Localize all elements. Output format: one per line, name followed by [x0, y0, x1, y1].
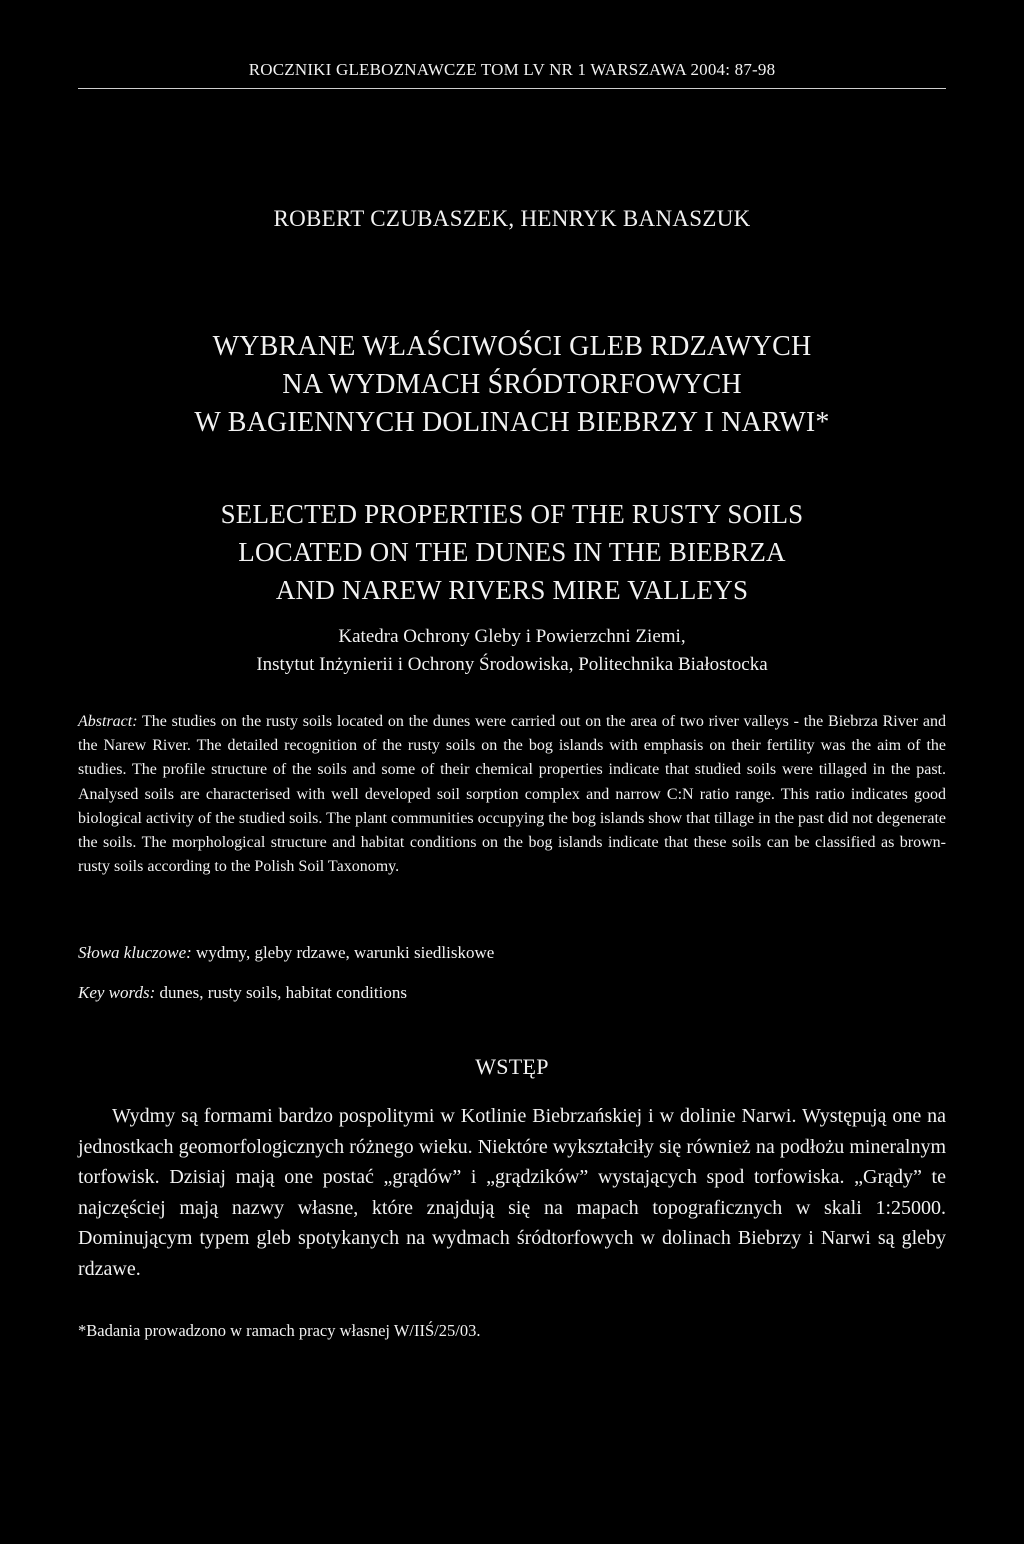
affiliation-line: Instytut Inżynierii i Ochrony Środowiska, Politechnika Białostocka: [256, 654, 768, 675]
authors: ROBERT CZUBASZEK, HENRYK BANASZUK: [273, 206, 751, 231]
title-english-line: SELECTED PROPERTIES OF THE RUSTY SOILS: [220, 499, 804, 529]
affiliation-line: Katedra Ochrony Gleby i Powierzchni Ziemi,: [338, 626, 686, 647]
title-polish-line: WYBRANE WŁAŚCIWOŚCI GLEB RDZAWYCH: [212, 331, 812, 362]
keywords-english: [78, 983, 946, 1003]
title-english-line: LOCATED ON THE DUNES IN THE BIEBRZA: [238, 537, 786, 567]
title-english-line: AND NAREW RIVERS MIRE VALLEYS: [275, 575, 749, 605]
section-heading: WSTĘP: [475, 1054, 549, 1079]
keywords-polish: [78, 943, 946, 963]
abstract-label: Abstract:: [78, 713, 138, 730]
title-english: [0, 495, 1024, 609]
abstract-text: The studies on the rusty soils located on the dunes were carried out on the area of two river valleys - the Biebrza River and the Narew River. The detailed recognition of the rusty soils on the bog islands with emphasis on their fertility was the aim of the studies. The profile structure of the soils and some of their chemical properties indicate that studied soils were tillaged in the past. Analysed soils are characterised with well developed soil sorption complex and narrow C:N ratio range. This ratio indicates good biological activity of the studied soils. The plant communities occupying the bog islands show that tillage in the past did not degenerate the soils. The morphological structure and habitat conditions on the bog islands indicate that these soils can be classified as brown-rusty soils according to the Polish Soil Taxonomy.: [78, 713, 946, 876]
affiliation: [0, 623, 1024, 679]
keywords-english-text: dunes, rusty soils, habitat conditions: [159, 983, 407, 1002]
title-polish: [0, 328, 1024, 442]
keywords-english-label: Key words:: [78, 983, 156, 1002]
title-polish-line: W BAGIENNYCH DOLINACH BIEBRZY I NARWI*: [194, 407, 830, 438]
running-head: ROCZNIKI GLEBOZNAWCZE TOM LV NR 1 WARSZAWA 2004: 87-98: [248, 60, 776, 79]
footnote: *Badania prowadzono w ramach pracy własnej W/IIŚ/25/03.: [78, 1321, 481, 1340]
keywords-polish-text: wydmy, gleby rdzawe, warunki siedliskowe: [196, 943, 495, 962]
keywords-polish-label: Słowa kluczowe:: [78, 943, 192, 962]
title-polish-line: NA WYDMACH ŚRÓDTORFOWYCH: [282, 369, 742, 400]
abstract: [78, 710, 946, 879]
body-paragraph: Wydmy są formami bardzo pospolitymi w Kotlinie Biebrzańskiej i w dolinie Narwi. Występują one na jednostkach geomorfologicznych różnego wieku. Niektóre wykształciły się również na podłożu mineralnym torfowisk. Dzisiaj mają one postać „grądów” i „grądzików” wystających spod torfowiska. „Grądy” te najczęściej mają nazwy własne, które znajdują się na mapach topograficznych w skali 1:25000. Dominującym typem gleb spotykanych na wydmach śródtorfowych w dolinach Biebrzy i Narwi są gleby rdzawe.: [78, 1105, 946, 1280]
header-rule: [78, 88, 946, 89]
